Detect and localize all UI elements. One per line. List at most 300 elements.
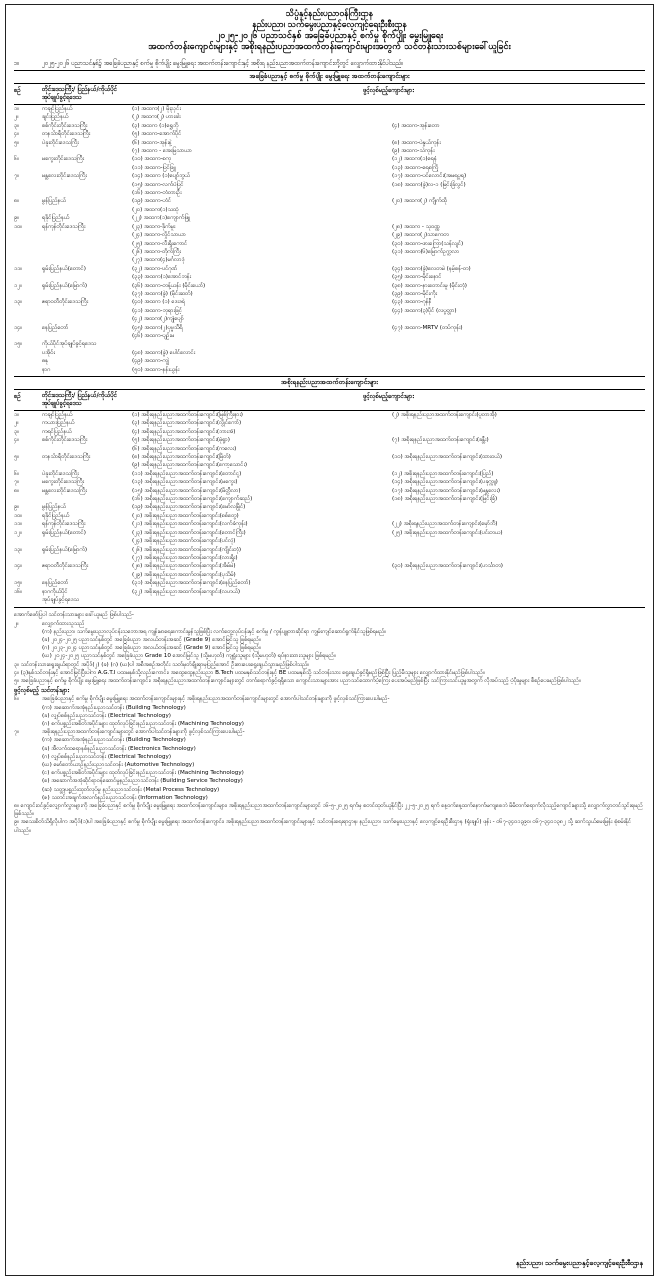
list-item: (စ) အဆောက်အအုံဆိုင်ရာဝန်ဆောင်မှုနည်းပညာသင်တန်း (Building Service Technology) [42,778,243,785]
note-6: ၆။ အခြေခံပညာနှင့် စက်မှု စိုက်ပျိုး မွေးမြူရေး အထက်တန်းကျောင်းများနှင့် အစိုးရနည်းပညာအထက်တန်းကျောင်းများတွင် အောက်ပါသင်တန်းများကို ဖွင့်လှစ်သင်ကြားပေးပါမည်- [14,696,390,703]
note-7: ၇။ အစိုးရနည်းပညာအထက်တန်းကျောင်းများတွင် အောက်ပါသင်တန်းများကို ဖွင့်လှစ်သင်ကြားပေးပါမည်- [14,729,245,736]
signature: နည်းပညာ၊ သက်မွေးပညာနှင့်လေ့ကျင့်ရေးဦးစီးဌာန [515,1259,643,1267]
row-region: ရခိုင်ပြည်နယ် [42,215,70,222]
row-region: မကွေးတိုင်းဒေသကြီး [42,479,85,486]
table-row [14,240,645,248]
row-school-a: (၁၁) အစိုးရနည်းပညာအထက်တန်းကျောင်း(တောင်ငူ) [132,470,242,477]
row-school-b: (၄) အထက-အုန်းတော [392,122,440,129]
row-school-a: (၄၅) အထက(၂)ပုဗ္ဗသီရိ [132,324,183,331]
col-no: စဉ် [14,87,21,94]
row-school-a: (၈) အစိုးရနည်းပညာအထက်တန်းကျောင်း(မြိတ်) [132,454,231,461]
list-item: (က) အဆောက်အအုံနည်းပညာသင်တန်း (Building Technology) [42,704,186,711]
row-region [42,571,132,579]
row-school-a: (၄) အစိုးရနည်းပညာအထက်တန်းကျောင်း(ဘားအံ) [132,428,236,435]
row-school-b [332,596,645,604]
table-row [14,478,645,486]
row-school-b: (၁၈) အစိုးရနည်းပညာအထက်တန်းကျောင်း(မြင်းခြံ) [392,496,498,503]
table-row [14,282,645,290]
row-number [14,240,42,248]
row-school-a [132,340,332,348]
row-number: ၁၁။ [14,265,22,272]
row-school-a: (၁) အထက(၂) မိုးညှင်း [132,106,181,112]
table-row [14,579,645,587]
row-region: ပအိုဝ်း [42,349,55,356]
row-school-a: (၃) အထက (၁)ရွှေဘို [132,122,179,129]
row-school-a: (၁၆) အစိုးရနည်းပညာအထက်တန်းကျောင်း(ကျောက်ဆည်) [132,496,253,503]
row-school-a: (၁၅) အထက-လက်ပံပြင် [132,181,184,188]
row-number [14,571,42,579]
divider [14,607,645,608]
courses-subtitle: ဖွင့်လှစ်မည့် သင်တန်းများ [14,687,70,695]
row-school-a: (၃၆) အထက-တန့်ယန်း (မိုင်းယော်) [132,282,206,289]
row-school-b: (၃၉) အထက-မိုင်းကိုး [392,290,438,297]
table-row [14,436,645,444]
row-school-b [332,588,645,596]
list-item: (ဆ) သတ္တုပစ္စည်းထုတ်လုပ်မှု နည်းပညာသင်တန်း (Metal Process Technology) [42,786,220,793]
announcement-page [5,4,654,1276]
row-school-a: (၅၀) အထက-နန်းယွန်း [132,366,180,373]
table-row [14,139,645,147]
row-number: ၁၃။ [14,546,22,553]
row-school-a: (၂၈) အစိုးရနည်းပညာအထက်တန်းကျောင်း(အိမ်မဲ) [132,563,236,570]
row-region: မန္တလေးတိုင်းဒေသကြီး [42,487,87,494]
table-row [14,562,645,570]
list-item: (ဃ) ၂၀၂၄-၂၀၂၅ ပညာသင်နှစ်တွင် အခြေခံပညာ Grade 10 အောင်မြင်သူ (သို့မဟုတ်) ကျရှုံးသူများ (သို့မဟုတ်) ရပ်နားထားသူများ ဖြစ်ရမည်။ [42,653,336,660]
row-school-b: (၂၉) အထက(၂)သာကေတ [392,232,449,239]
list-item: (ခ) အီလက်ထရောနစ်နည်းပညာသင်တန်း (Electronics Technology) [42,745,196,752]
table-row [14,332,645,340]
row-region: နာဂ [42,366,51,373]
row-school-a: (၃၂) အထက-ပင်ဂုဏ် [132,265,178,272]
row-school-a: (၄၀) အထက (၁) ဒေးဒရဲ [132,299,185,306]
row-school-a: (၂၃) အထက-ခိုက်မူး [132,223,176,230]
row-school-b [332,554,645,562]
row-region: နေပြည်တော် [42,580,69,587]
row-number [14,366,42,374]
table-row [14,248,645,256]
row-school-b [332,349,645,357]
row-school-a: (၃၂) အစိုးရနည်းပညာအထက်တန်းကျောင်း(လဟယ်) [132,588,241,595]
row-number: ၃။ [14,428,19,435]
row-school-a: (၁၀) အထက-စကု [132,156,172,163]
row-school-a: (၂၄) အစိုးရနည်းပညာအထက်တန်းကျောင်း(ပင်လုံ) [132,538,236,545]
table-row [14,453,645,461]
row-school-b [332,512,645,520]
row-number [14,231,42,239]
table2-body [14,411,645,604]
row-region: နာဂကိုယ်ပိုင် [42,588,68,595]
row-number: ၁၅။ [14,341,22,348]
row-school-b [332,503,645,511]
table-row [14,164,645,172]
row-region: စစ်ကိုင်းတိုင်းဒေသကြီး [42,122,88,129]
row-region: ကချင်ပြည်နယ် [42,412,73,418]
row-school-b [332,113,645,121]
row-school-b [332,214,645,222]
row-number [14,332,42,340]
row-region: မန္တလေးတိုင်းဒေသကြီး [42,173,87,180]
row-school-b [332,105,645,113]
intro-number: ၁။ [14,60,20,67]
row-region [42,164,132,172]
ministry-title: သိပ္ပံနှင့်နည်းပညာဝန်ကြီးဌာန [285,9,374,19]
list-item: (ဂ) ၂၀၂၃-၂၀၂၄ ပညာသင်နှစ်တွင် အခြေခံပညာ အလယ်တန်းအဆင့် (Grade 9) အောင်မြင်သူ ဖြစ်ရမည်။ [42,645,261,652]
row-region: ကရင်ပြည်နယ် [42,428,72,435]
note-4: ၄။ (၃)နှစ်သင်တန်းနှင့် အောင်မြင်ပြီးပါက A.G.T.I ပထမနှစ်သို့လည်းကောင်း၊ အထွေထွေနည်းပညာ B.Tech ပထမနှစ်သင်တန်းနှင့် BE ပထမနှစ်သို့ သင်တန်းသား ရွေးချယ်ခွင့်ရှိမည်ဖြစ်ပြီး ပြည့်မီသူများ လျှောက်ထားနိုင်မည်ဖြစ်ပါသည်။ [14,669,485,676]
row-region [42,231,132,239]
row-school-b [332,537,645,545]
row-region: ကိုယ်ပိုင်အုပ်ချုပ်ခွင့်ရဒေသ [42,341,97,348]
table-row [14,366,645,374]
row-number: ၁၅။ [14,580,22,587]
row-school-a: (၉) အစိုးရနည်းပညာအထက်တန်းကျောင်း(ကော့သောင်း) [132,462,248,469]
row-region: ရခိုင်ပြည်နယ် [42,512,70,519]
table-row [14,571,645,579]
table-row [14,113,645,121]
row-number: ၁၁။ [14,521,22,528]
row-region: ရှမ်းပြည်နယ်(မြောက်) [42,546,88,553]
row-school-a: (၂၆) အထက-တိုက်ကြီး [132,248,181,255]
row-number [14,256,42,264]
intro-paragraph [14,59,645,68]
row-school-a: (၂၇) အစိုးရနည်းပညာအထက်တန်းကျောင်း(လားရှိုး) [132,554,238,561]
row-school-b: (၂၂) အစိုးရနည်းပညာအထက်တန်းကျောင်း(မှော်ဘီ) [392,521,498,528]
table-row [14,487,645,495]
row-school-a: (၃၇) အထက(ခွဲ) (မိုင်းဆတ်) [132,290,193,297]
table-row [14,273,645,281]
note-2-items [14,628,645,661]
row-number: ၁၂။ [14,529,22,536]
row-school-b [332,461,645,469]
row-school-b [332,130,645,138]
table-row [14,419,645,427]
row-region [42,445,132,453]
row-number: ၈။ [14,198,19,205]
row-school-a: (၆) အစိုးရနည်းပညာအထက်တန်းကျောင်း(ကလေး) [132,445,237,452]
row-school-a: (၆) အထက-အုန်းနဲ့ [132,139,172,146]
row-number [14,164,42,172]
table-row [14,537,645,545]
row-number [14,248,42,256]
table-row [14,256,645,264]
note-7-items [14,736,645,802]
list-item: (ခ) ၂၀၂၄-၂၀၂၅ ပညာသင်နှစ်တွင် အခြေခံပညာ အလယ်တန်းအဆင့် (Grade 9) အောင်မြင်သူ ဖြစ်ရမည်။ [42,636,261,643]
row-school-b: (၁၄) အစိုးရနည်းပညာအထက်တန်းကျောင်း(ပခုက္ကူ) [392,479,498,486]
row-school-b: (၁၇) အထက-ပင်လောင်း(အမရပူရ) [392,173,467,180]
table-row [14,357,645,365]
table-row [14,596,645,604]
row-region [42,273,132,281]
row-region: ရန်ကုန်တိုင်းဒေသကြီး [42,521,86,528]
row-number: ၁၄။ [14,563,22,570]
row-number [14,596,42,604]
list-item: (ဂ) လျှပ်စစ်နည်းပညာသင်တန်း (Electrical Technology) [42,753,172,760]
row-school-a: (၂၀) အစိုးရနည်းပညာအထက်တန်းကျောင်း(စစ်တွေ) [132,512,239,519]
row-school-b [332,445,645,453]
note-6-items [14,704,645,729]
list-item: (ခ) လျှပ်စစ်နည်းပညာသင်တန်း (Electrical Technology) [42,712,171,719]
row-number: ၁၆။ [14,588,22,595]
row-region [42,332,132,340]
row-school-a: (၂၁) အစိုးရနည်းပညာအထက်တန်းကျောင်း(လက်ခံကုန်း) [132,521,248,528]
row-region: ဓနု [42,358,49,365]
row-school-a: (၁၉) အစိုးရနည်းပညာအထက်တန်းကျောင်း(မော်လမြိုင်) [132,504,246,511]
row-school-b: (၁၂) အစိုးရနည်းပညာအထက်တန်းကျောင်း(ပြည်) [392,470,494,477]
table-row [14,147,645,155]
row-region [42,181,132,189]
row-school-a: (၂၂) အထက(၁)ကျောက်ဖြူ [132,215,191,222]
row-number [14,206,42,214]
row-region: ရှမ်းပြည်နယ်(တောင်) [42,529,86,536]
department-title: နည်းပညာ၊ သက်မွေးပညာနှင့်လေ့ကျင့်ရေးဦးစီးဌာန [252,20,407,30]
row-school-b [332,256,645,264]
row-number: ၇။ [14,173,19,180]
row-school-a: (၄၉) အထက-ကျွဲ [132,358,169,365]
row-school-a: (၃) အစိုးရနည်းပညာအထက်တန်းကျောင်း(လွိုင်ကော်) [132,420,242,427]
table-row [14,197,645,205]
table1-body [14,105,645,374]
row-region: မွန်ပြည်နယ် [42,504,66,511]
row-school-b [332,546,645,554]
row-school-b [332,579,645,587]
table-row [14,172,645,180]
row-region: မွန်ပြည်နယ် [42,198,66,205]
row-region: တနင်္သာရီတိုင်းဒေသကြီး [42,454,91,461]
list-item: (ဃ) မော်တော်ယာဉ်နည်းပညာသင်တန်း (Automotive Technology) [42,762,195,768]
row-school-a: (၂၅) အထက-လီးရှိုးကောင် [132,240,188,247]
row-school-a: (၄၁) အထက-ဘုရားဖြင့် [132,307,183,314]
row-region: တနင်္သာရီတိုင်းဒေသကြီး [42,131,91,138]
row-region [42,147,132,155]
row-number: ၁။ [14,106,19,112]
row-school-b [332,315,645,323]
row-number [14,147,42,155]
table-row [14,231,645,239]
table-row [14,324,645,332]
row-school-a: (၁၆) အထက-တံတားဦး [132,190,182,197]
row-number [14,315,42,323]
table-row [14,155,645,163]
notes-lead: အောက်ဖော်ပြပါ သင်တန်းသားများ ခေါ်ယူမည် ဖြစ်ပါသည်- [14,612,134,619]
table-row [14,214,645,222]
table-row [14,588,645,596]
row-school-a: (၂၄) အထက-လှိုင်သာယာ [132,232,186,239]
row-number [14,349,42,357]
intro-text: ၂၀၂၅-၂၀၂၆ ပညာသင်နှစ်၌ အခြေခံပညာနှင့် စက်မှု စိုက်ပျိုး မွေးမြူရေး အထက်တန်းကျောင်းနှင့် အစိုးရ နည်းပညာအထက်တန်းကျောင်းတို့တွင် လျှောက်ထားနိုင်ပါသည်။ [42,60,404,67]
row-region: ချင်းပြည်နယ် [42,114,69,121]
row-region: အုပ်ချုပ်ခွင့်ရဒေသ [42,596,79,603]
row-school-a: (၁၁) အထက-ပြင်ဖြူ [132,164,176,171]
table-row [14,520,645,528]
row-number: ၂။ [14,420,19,427]
table-row [14,105,645,113]
row-school-b [332,428,645,436]
row-school-b [332,357,645,365]
row-school-a: (၂၆) အစိုးရနည်းပညာအထက်တန်းကျောင်း(ကျိုင်းတုံ) [132,546,242,553]
table-row [14,461,645,469]
row-school-a: (၁၄) အထက (၁)ပျော်ဘွယ် [132,173,190,180]
row-region: ရှမ်းပြည်နယ်(တောင်) [42,265,86,272]
row-school-b: (၂) အစိုးရနည်းပညာအထက်တန်းကျောင်း(ပူတာအို) [392,412,497,418]
row-school-b [332,340,645,348]
table-row [14,122,645,130]
row-number: ၈။ [14,487,19,494]
row-region: ကချင်ပြည်နယ် [42,106,73,112]
row-school-b: (၃၁) အထက(၆)မြောက်ဥက္ကလာ [392,248,460,255]
row-number: ၆။ [14,156,19,163]
row-school-b: (၇) အစိုးရနည်းပညာအထက်တန်းကျောင်း(ခန္တီး) [392,437,489,444]
row-school-b [332,366,645,374]
row-school-a: (၂၃) အစိုးရနည်းပညာအထက်တန်းကျောင်း(တောင်ကြီး) [132,529,246,536]
row-number: ၁၀။ [14,223,22,230]
table-row [14,223,645,231]
row-number: ၉။ [14,504,19,511]
list-item: (က) နည်းပညာ၊ သက်မွေးပညာလုပ်ငန်းသဘောအရ ကျန်းမာရေးကောင်းမွန်သူဖြစ်ပြီး လက်တွေ့လုပ်ငန်းနှင့် စက်မှု / ကွန်ပျူတာဆိုင်ရာ ကျွမ်းကျင်ဆောင်ရွက်နိုင်သူဖြစ်ရမည်။ [42,628,387,635]
row-region: စစ်ကိုင်းတိုင်းဒေသကြီး [42,437,88,444]
table2-header [14,392,645,411]
row-region: ရှမ်းပြည်နယ်(မြောက်) [42,282,88,289]
row-region [42,537,132,545]
row-number [14,181,42,189]
table-row [14,130,645,138]
row-school-b: (၃၀) အထက-ဖားကြော(သန်လျင်) [392,240,464,247]
table-row [14,206,645,214]
row-number: ၄။ [14,131,19,138]
table-row [14,298,645,306]
row-school-a: (၂) အထက(၂) ဟားခါး [132,114,181,121]
row-region [42,248,132,256]
list-item: (ဂ) စက်ပစ္စည်းအစိတ်အပိုင်းများ ထုတ်လုပ်ခြင်းနည်းပညာသင်တန်း (Machining Technology) [42,720,244,727]
row-region: ပဲခူးတိုင်းဒေသကြီး [42,139,79,146]
table-row [14,529,645,537]
col-region: တိုင်းဒေသကြီး/ ပြည်နယ်/ကိုယ်ပိုင် အုပ်ချုပ်ခွင့်ရဒေသ [42,392,118,407]
row-school-b: (၄၃) အထက-ဂုန်နီ [392,299,432,306]
table-row [14,495,645,503]
row-school-a: (၄၆) အထက-ပျဉ်းမ [132,332,175,339]
row-school-b: (၂၀) အထက(၂) ကျိုက်ထို [392,198,447,205]
table-row [14,554,645,562]
row-region: နေပြည်တော် [42,324,69,331]
row-school-a: (၂၀) အထက(၁)သထုံ [132,206,179,213]
note-8: ၈။ ကျောင်းဝင်ခွင့်လျှောက်လွှာများကို အခြေခံပညာနှင့် စက်မှု စိုက်ပျိုး မွေးမြူရေး အထက်တန်းကျောင်းများ၊ အစိုးရနည်းပညာအထက်တန်းကျောင်းများတွင် ၁၆-၅-၂၀၂၅ ရက်မှ စတင်ထုတ်ယူနိုင်ပြီး ၂၂-၅-၂၀၂၅ ရက် နေ့ဝက်နေ့ထက်နောက်မကျစေဘဲ မိမိတက်ရောက်လိုသည့်ကျောင်းများသို့ လျှောက်လွှာတင်သွင်းရမည်ဖြစ်သည်။ [14,803,643,818]
row-number [14,537,42,545]
row-school-b: (၉) အထက-သဲကုန်း [392,148,435,155]
header [14,9,645,53]
row-school-b: (၁၂) အထက(၁)ရေနံ [392,156,437,163]
row-school-b [332,419,645,427]
row-number [14,307,42,315]
table-row [14,315,645,323]
row-region: ရန်ကုန်တိုင်းဒေသကြီး [42,223,86,230]
table-row [14,290,645,298]
row-region: ကယားပြည်နယ် [42,420,75,427]
table-row [14,445,645,453]
row-school-b: (၄၄) အထက(၃)ပိုင် (လပွတ္တာ) [392,307,457,314]
row-number: ၃။ [14,122,19,129]
table-row [14,349,645,357]
table-row [14,503,645,511]
row-school-a: (၄၂) အထက(၂)ကျုံပျော် [132,316,184,323]
row-school-a: (၇) အထက - အေးမြသာယာ [132,148,192,155]
row-region [42,554,132,562]
row-region [42,206,132,214]
row-school-b: (၃၄) အထက(ခွဲ)လေတမဲ (နမ့်စန်-တ) [392,265,471,272]
row-region: ဧရာဝတီတိုင်းဒေသကြီး [42,299,89,306]
table-row [14,307,645,315]
row-number: ၅။ [14,454,19,461]
row-school-a: (၂၇) အထက(၄)မင်္ဂလာဒုံ [132,257,185,264]
col-region: တိုင်းဒေသကြီး/ ပြည်နယ်/ကိုယ်ပိုင် အုပ်ချုပ်ခွင့်ရဒေသ [42,86,118,101]
row-school-a: (၅) အထက-အောက်ပိုင် [132,131,182,138]
row-school-b: (၁၃) အထက-ရေစကြို [392,164,439,171]
row-school-b: (၈) အထက-ပဲနွယ်ကုန်း [392,139,441,146]
row-number: ၉။ [14,215,19,222]
row-number [14,461,42,469]
row-number [14,290,42,298]
table-row [14,546,645,554]
table-row [14,512,645,520]
row-school-b: (၁၈) အထက(ခွဲ)လ-၁ (မြင်းခြံလွင်) [392,181,466,188]
row-number: ၇။ [14,479,19,486]
list-item: (ဇ) သတင်းအချက်အလက်နည်းပညာသင်တန်း (Information Technology) [42,794,208,801]
row-region [42,461,132,469]
row-school-a: (၅) အစိုးရနည်းပညာအထက်တန်းကျောင်း(မုံရွာ) [132,437,230,444]
announcement-title: အထက်တန်းကျောင်းများနှင့် အစိုးရနည်းပညာအထက်တန်းကျောင်းများအတွက် သင်တန်းသားသစ်များခေါ်ယူခြင်း [148,42,511,52]
table1-band: အခြေခံပညာနှင့် စက်မှု စိုက်ပျိုး မွေးမြူရေး အထက်တန်းကျောင်းများ [14,70,645,84]
row-region [42,495,132,503]
row-number: ၅။ [14,139,19,146]
row-number [14,445,42,453]
row-number: ၂။ [14,114,19,121]
table-row [14,189,645,197]
note-9: ၉။ အသေးစိတ်သိရှိလိုပါက အပိုဒ်(၁)ပါ အခြေခံပညာနှင့် စက်မှု စိုက်ပျိုး မွေးမြူရေး အထက်တန်းကျောင်း၊ အစိုးရနည်းပညာအထက်တန်းကျောင်းများနှင့် သင်တန်းရေးရာဌာန၊ နည်းပညာ၊ သက်မွေးပညာနှင့် လေ့ကျင့်ရေးဦးစီးဌာန (ရုံးချုပ်) ဖုန်း - ၀၆၇-၃၄၀၁၃၉၀၊ ၀၆၇-၃၄၀၁၃၈၂ သို့ ဆက်သွယ်မေးမြန်း စုံစမ်းနိုင်ပါသည်။ [14,819,632,834]
row-school-b [332,189,645,197]
row-school-b: (၁၀) အစိုးရနည်းပညာအထက်တန်းကျောင်း(ထားဝယ်) [392,454,503,461]
row-school-a: (၁၅) အစိုးရနည်းပညာအထက်တန်းကျောင်း(မိတ္ထီလာ) [132,487,241,494]
table-row [14,470,645,478]
row-school-b [332,571,645,579]
row-school-a: (၄၈) အထက(ခွဲ) ပေါင်လောင်း [132,349,196,356]
note-3: ၃။ သင်တန်းသားရွေးချယ်ရာတွင် အပိုဒ်(၂) (ခ) (ဂ) (ဃ)ပါ အစီအစဉ်အတိုင်း သတ်မှတ်ချိုးရာမှပြည့်အောင် ဦးစားပေးရွေးချယ်သွားမည်ဖြစ်ပါသည်။ [14,661,310,668]
row-region [42,240,132,248]
col-no: စဉ် [14,393,21,400]
row-school-a [132,596,332,604]
row-school-b: (၃၀) အစိုးရနည်းပညာအထက်တန်းကျောင်း(ဟင်္သာတ) [392,563,503,570]
list-item: (င) စက်ပစ္စည်းအစိတ်အပိုင်းများ ထုတ်လုပ်ခြင်းနည်းပညာသင်တန်း (Machining Technology) [42,770,244,777]
row-school-b: (၂၈) အထက - သုဝဏ္ဏ [392,223,440,230]
row-school-a: (၂၉) အစိုးရနည်းပညာအထက်တန်းကျောင်း(ပုသိမ်) [132,571,236,578]
row-region: ဧရာဝတီတိုင်းဒေသကြီး [42,563,89,570]
row-region: မကွေးတိုင်းဒေသကြီး [42,156,85,163]
row-region [42,290,132,298]
row-school-a: (၁၉) အထက-ဟံင် [132,198,172,205]
list-item: (က) အဆောက်အအုံနည်းပညာသင်တန်း (Building Technology) [42,737,186,744]
note-5: ၅။ အခြေခံပညာနှင့် စက်မှု စိုက်ပျိုး မွေးမြူရေး အထက်တန်းကျောင်း၊ အစိုးရနည်းပညာအထက်တန်းကျောင်းများတွင် တက်ရောက်ခွင့်ရရှိသော ကျောင်းသားများအား ပညာသင်ထောက်ပံ့ကြေး ပေးအပ်မည်ဖြစ်ပြီး သင်ကြားသင်ယူမှုအတွက် လိုအပ်သည့် ပံ့ပိုးမှုများ စီစဉ်ပေးမည်ဖြစ်ပါသည်။ [14,677,581,684]
row-school-b [332,206,645,214]
row-school-b: (၄၇) အထက-MRTV (တပ်ကုန်း) [392,324,463,331]
row-school-b: (၃၈) အထက-နားတောင်းမူ (မိုင်းတုံ) [392,282,467,289]
row-number [14,273,42,281]
row-number: ၁၃။ [14,299,22,306]
table-row [14,340,645,348]
row-region [42,189,132,197]
col-schools: ဖွင့်လှစ်မည့်ကျောင်းများ [363,393,414,400]
row-school-b: (၁၇) အစိုးရနည်းပညာအထက်တန်းကျောင်း(မန္တလေး) [392,487,501,494]
table-row [14,181,645,189]
row-school-b: (၂၅) အစိုးရနည်းပညာအထက်တန်းကျောင်း(ပင်းတယ) [392,529,503,536]
row-number: ၁၀။ [14,512,22,519]
row-school-a: (၁၃) အစိုးရနည်းပညာအထက်တန်းကျောင်း(မကွေး) [132,479,238,486]
